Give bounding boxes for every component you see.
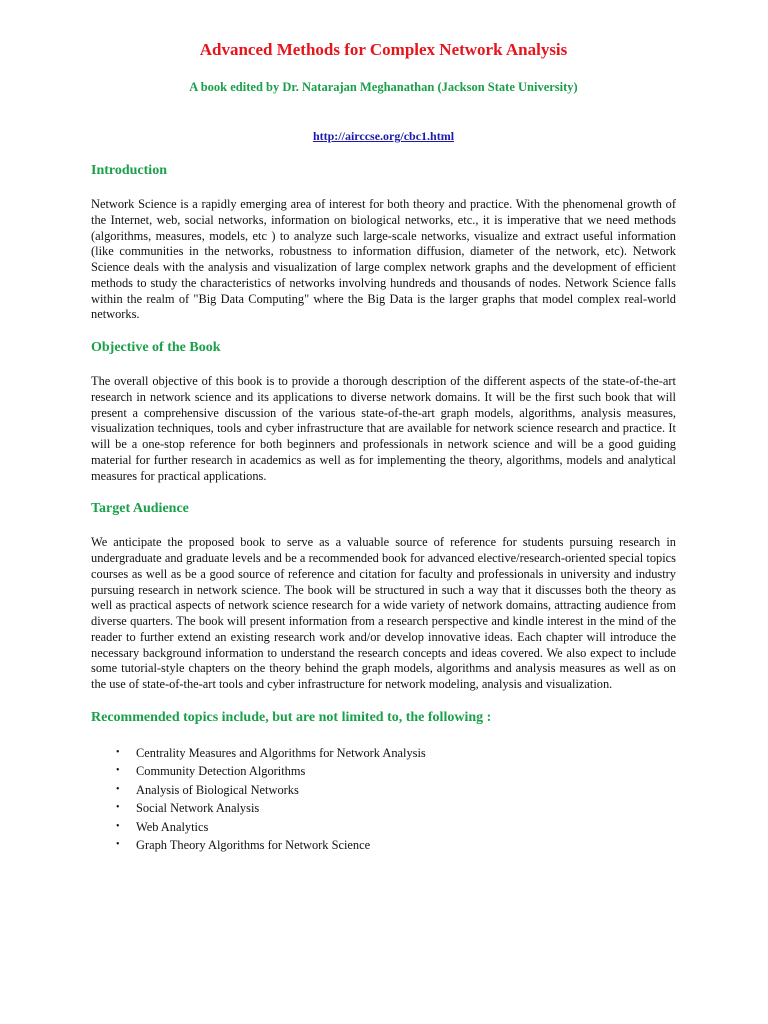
topics-list [91,744,676,855]
objective-paragraph: The overall objective of this book is to provide a thorough description of the different aspects of the state-of-the-art research in network science and its applications to diverse network domains. It will be the first such book that will present a comprehensive discussion of the various state-of-the-art graph models, algorithms, analysis measures, visualization techniques, tools and cyber infrastructure that are available for network science research and practice. It will be a one-stop reference for both beginners and professionals in network science and will be a good guiding material for further research in academics as well as for implementing the theory, algorithms, models and analytical measures for practical applications. [91,374,676,483]
topics-heading: Recommended topics include, but are not limited to, the following : [91,709,492,725]
bullet-icon: • [116,783,120,795]
bullet-icon: • [116,746,120,758]
bullet-icon: • [116,820,120,832]
bullet-icon: • [116,839,120,851]
list-item [116,799,676,818]
topic-label: Centrality Measures and Algorithms for Network Analysis [136,745,426,760]
bullet-icon: • [116,765,120,777]
bullet-icon: • [116,802,120,814]
list-item [116,836,676,855]
objective-heading: Objective of the Book [91,340,221,355]
introduction-paragraph: Network Science is a rapidly emerging area of interest for both theory and practice. With the phenomenal growth of the Internet, web, social networks, information on biological networks, etc., it is imperative that we need methods (algorithms, measures, models, etc ) to analyze such large-scale networks, visualize and extract useful information (like communities in the networks, robustness to information diffusion, diameter of the network, etc). Network Science deals with the analysis and visualization of large complex network graphs and the development of efficient methods to study the characteristics of networks involving hundreds and thousands of nodes. Network Science falls within the realm of "Big Data Computing" where the Big Data is the larger graphs that model complex real-world networks. [91,197,676,322]
list-item [116,818,676,837]
audience-heading: Target Audience [91,501,189,517]
introduction-heading: Introduction [91,163,167,178]
topic-label: Social Network Analysis [136,801,260,816]
editor-subtitle: A book edited by Dr. Natarajan Meghanathan (Jackson State University) [189,80,578,94]
page-title: Advanced Methods for Complex Network Analysis [199,40,568,59]
list-item [116,781,676,800]
audience-paragraph: We anticipate the proposed book to serve as a valuable source of reference for students pursuing research in undergraduate and graduate levels and be a recommended book for advanced elective/research-oriented special topics courses as well as be a good source of reference and citation for faculty and professionals in university and industry pursuing research in network science. The book will be structured in such a way that it discusses both the theory as well as practical aspects of network science research for a wide variety of network domains, attracting audience from diverse quarters. The book will present information from a research perspective and kindle interest in the mind of the reader to further extend an existing research work and/or develop innovative ideas. Each chapter will introduce the necessary background information to understand the research concepts and ideas covered. We also expect to include some tutorial-style chapters on the theory behind the graph models, algorithms and analysis measures as well as on the use of state-of-the-art tools and cyber infrastructure for network modeling, analysis and visualization. [91,535,676,691]
list-item [116,744,676,763]
topic-label: Community Detection Algorithms [136,764,306,779]
list-item [116,762,676,781]
topic-label: Web Analytics [136,819,209,834]
book-url-link[interactable]: http://airccse.org/cbc1.html [312,129,455,143]
topic-label: Analysis of Biological Networks [136,782,299,797]
topic-label: Graph Theory Algorithms for Network Science [136,838,371,853]
